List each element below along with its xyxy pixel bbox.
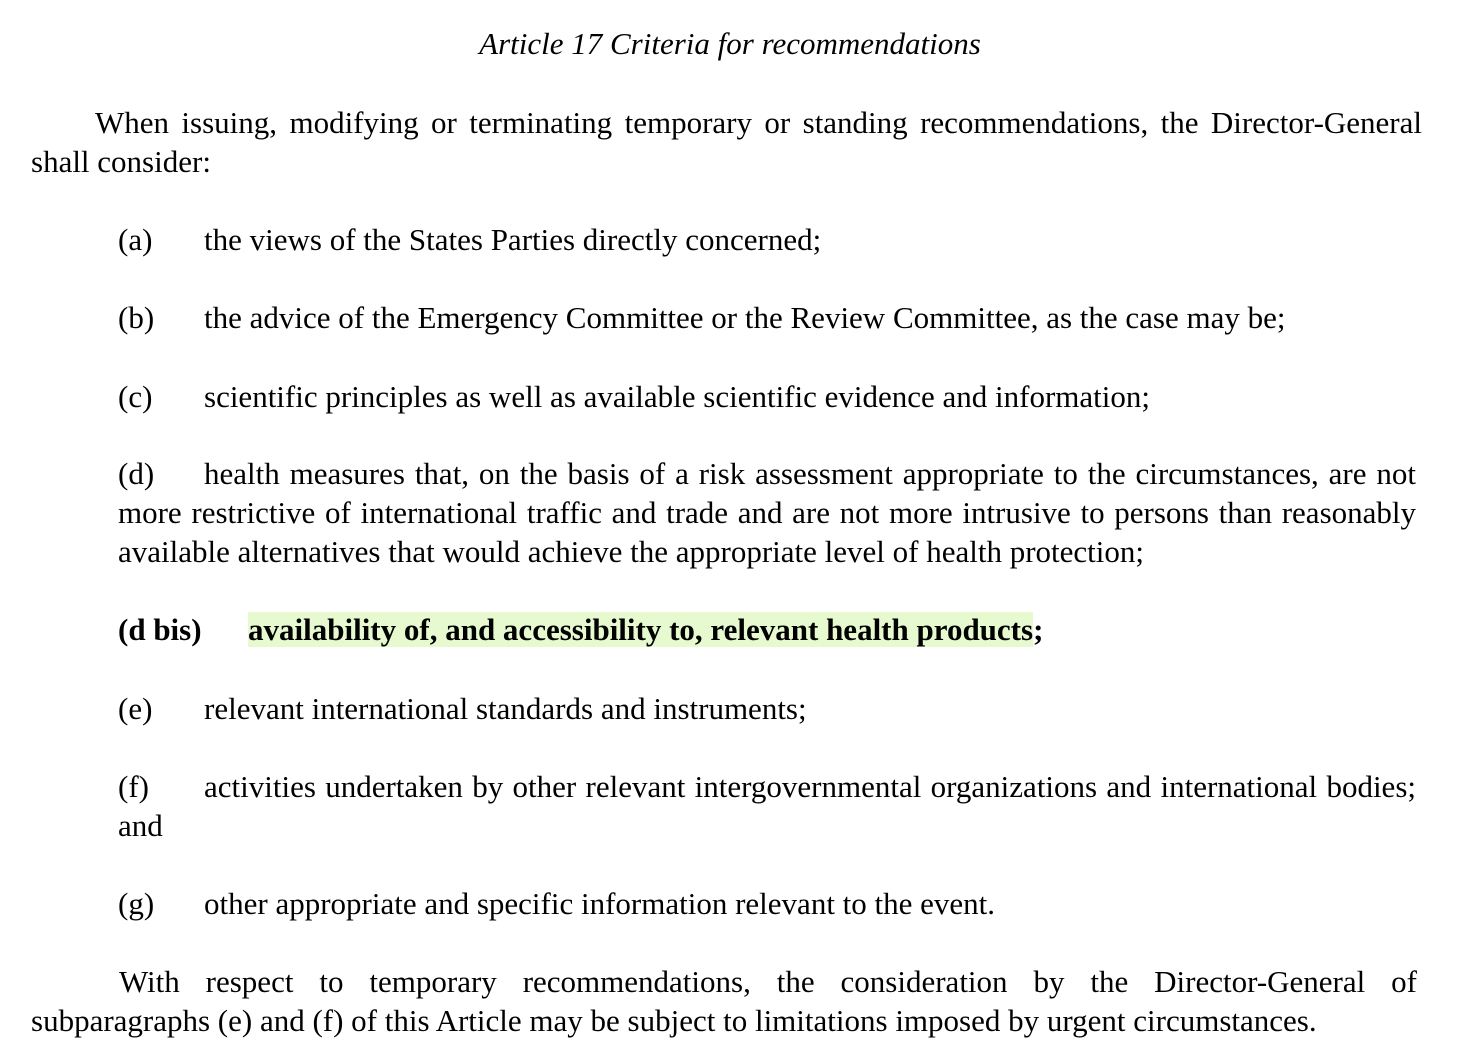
item-text: scientific principles as well as available scientific evidence and information;	[204, 379, 1150, 414]
article-title: Article 17 Criteria for recommendations	[479, 26, 981, 61]
item-label: (g)	[118, 886, 155, 921]
item-label: (f)	[118, 769, 149, 804]
intro-paragraph	[31, 103, 1422, 181]
item-label: (d)	[118, 456, 155, 491]
item-text-suffix: ;	[1033, 612, 1044, 647]
item-label: (b)	[118, 300, 155, 335]
list-item-b	[118, 298, 1416, 337]
list-item-d	[118, 454, 1416, 571]
item-label: (c)	[118, 379, 153, 414]
item-text: other appropriate and specific information relevant to the event.	[204, 886, 996, 921]
list-item-d-bis	[118, 610, 1416, 649]
list-item-a	[118, 220, 1416, 259]
item-label: (a)	[118, 222, 153, 257]
item-text: relevant international standards and instruments;	[204, 691, 807, 726]
item-label: (e)	[118, 691, 153, 726]
item-text: activities undertaken by other relevant intergovernmental organizations and international bodies; and	[118, 769, 1416, 843]
list-item-e	[118, 689, 1416, 728]
intro-text: When issuing, modifying or terminating temporary or standing recommendations, the Director-General shall consider:	[31, 105, 1422, 179]
item-text: the advice of the Emergency Committee or the Review Committee, as the case may be;	[204, 300, 1286, 335]
closing-text: With respect to temporary recommendations, the consideration by the Director-General of subparagraphs (e) and (f) of this Article may be subject to limitations imposed by urgent circumstances.	[31, 964, 1417, 1038]
list-item-f	[118, 767, 1416, 845]
item-label: (d bis)	[118, 612, 202, 647]
highlighted-item-text: availability of, and accessibility to, relevant health products	[248, 612, 1034, 647]
list-item-c	[118, 377, 1416, 416]
list-item-g	[118, 884, 1416, 923]
item-text: health measures that, on the basis of a risk assessment appropriate to the circumstances, are not more restrictive of international traffic and trade and are not more intrusive to persons than reasonably available alternatives that would achieve the appropriate level of health protection;	[118, 456, 1416, 569]
item-text: the views of the States Parties directly concerned;	[204, 222, 822, 257]
closing-paragraph	[31, 962, 1417, 1040]
